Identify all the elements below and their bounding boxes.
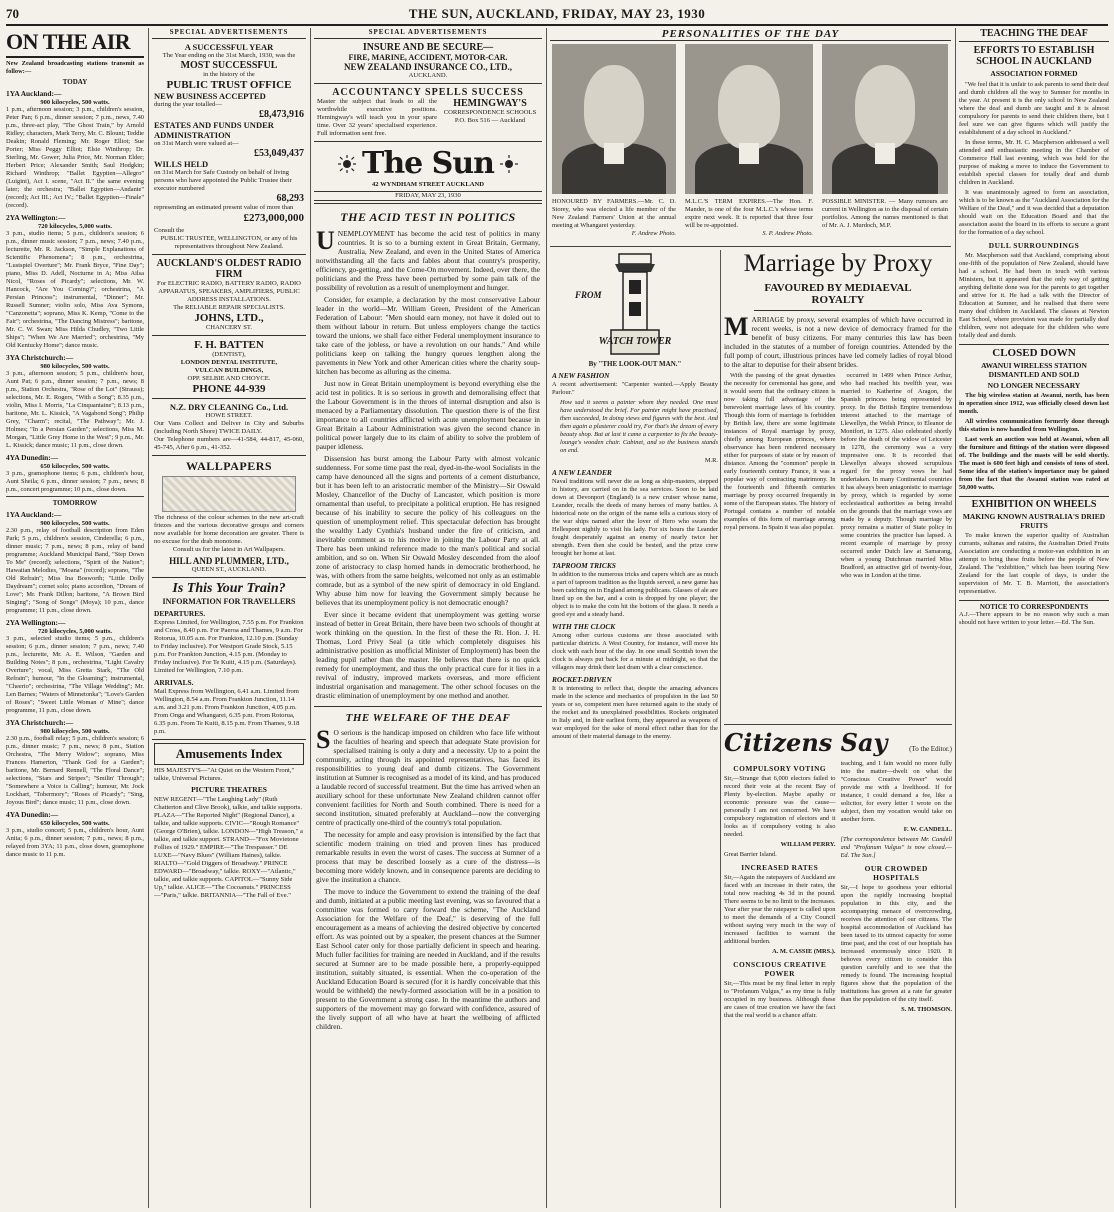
proxy-body-right: occurred in 1499 when Prince Arthur, who had reached his twelfth year, was married to Katherine of Aragon, the Spanish princess being represented by proxy. In the British Empire tremendous interest attached to the marriage of Llewellyn, the Welsh Prince, to Eleanor de Montfort, in 1275. Also celebrated shortly before the death of the widow of Leicester in 1278, the ceremony was a very impressive one. It is recorded that Llewellyn always showed scrupulous regard for the proxy vows he had undertaken. In many Continental countries it has always been antagonistic to marriage by proxy, which is regarded by some ecclesiastical authorities as being invalid on the grounds that the marriage vows are made by a deputy. Though marriage by proxy remains a matter of State policy in some countries the practice has lapsed. A recent example of marriage by proxy occurred under Dutch law at Samarang, when a young Dutchman married Miss Bradford, an attractive girl of twenty-four, who was in London at the time. — [840, 372, 952, 579]
letter-heading: CONSCIOUS CREATIVE POWER — [733, 960, 827, 978]
hemingways-name: HEMINGWAY'S — [453, 98, 527, 109]
insurance-line: FIRE, MARINE, ACCIDENT, MOTOR-CAR. — [348, 53, 508, 62]
station-programme: 3 p.m., selected studio items; 5 p.m., children's session; 6 p.m., dinner session; 7 p.m., news; 7.40 p.m., lecturette, Mr. A. E. Wilson, "Garden and Building Notes"; 8 p.m., orchestrina, "Light Cavalry Overture"; vocal, Miss Gretta Stark, "The Old Refrain"; humour, "In the Gloaming"; instrumental, "Cheerio"; orchestrina, "The Village Wedding"; Mr. Len Barnes; "Waters of Minnetonka"; "Love's Garden of Roses"; "Sweet Little Woman o' Mine"; dance programme, 11 p.m., close down. — [6, 635, 144, 714]
portrait-caption-mander — [685, 198, 813, 238]
dentist-address: LONDON DENTAL INSTITUTE, — [180, 359, 278, 366]
wallpapers-body: Consult us for the latest in Art Wallpapers. — [172, 546, 286, 553]
dry-cleaning-body: Our Vans Collect and Deliver in City and Suburbs (including North Shore) TWICE DAILY. — [154, 420, 304, 435]
wallpaper-pattern-illustration — [162, 476, 296, 512]
watch-tower-paragraph: It is interesting to reflect that, despite the amazing advances made in the science and mechanics of propulsion in the last 50 years or so, competent men have returned again to the study of the rocket and its unexplained possibilities. Rockets originated in Italy and, in their earliest form, they appeared as weapons of war employed for the sake of moral effect rather than for the amount of their material damage to the enemy. — [552, 685, 718, 740]
acid-test-dropcap: U — [316, 226, 335, 255]
station-frequency: 720 kilocycles, 5,000 watts. — [37, 223, 113, 230]
section-rule — [724, 724, 952, 725]
insurance-line: INSURE AND BE SECURE— — [362, 42, 494, 53]
closed-down-title: CLOSED DOWN — [992, 347, 1076, 359]
wallpapers-title: WALLPAPERS — [185, 459, 273, 473]
portrait-caption-storey — [552, 198, 676, 238]
tomorrow-heading: TOMORROW — [6, 496, 144, 507]
ptoa-line: WILLS HELD — [154, 159, 209, 169]
watch-tower-paragraph: In addition to the numerous tricks and capers which are as much a part of taproom tradition as the liquids served, a new game has been catching on in England among publicans. Glasses of ale are lined up on the bar, and a coin is dropped by one player; the object is to make the coin hit the bottom of the glass. It needs a good eye and a steady hand. — [552, 571, 718, 618]
station-heading: 3YA Christchurch:— — [6, 718, 74, 727]
sun-masthead-block — [314, 142, 542, 204]
closed-down-paragraph: Last week an auction was held at Awanui, when all the furniture and fittings of the station were disposed of. The buildings and the masts will be sold shortly. The mast is 600 feet high and consists of tons of steel. Some idea of the station's importance may be gained from the fact that the Awanui station was rated at 50,000 watts. — [959, 436, 1109, 491]
amusements-index-section — [152, 740, 306, 903]
teaching-deaf-paragraph: "We feel that it is unfair to ask parents to send their deaf and dumb children all the way to Sumner for months in the year. At present it is the only school in New Zealand where the deaf and dumb are taught and it is almost compulsory for parents to send their children there, but I feel sure we can give figures which will justify the establishment of a day school in Auckland." — [959, 81, 1109, 136]
arrivals-list: Mail Express from Wellington, 6.41 a.m. Limited from Wellington, 8.54 a.m. From Frankton Junction, 11.14 a.m. and 3.21 p.m. From Frankton Junction, 4.05 p.m. From Onga and Whangarei, 6.35 p.m. From Rotorua, 6.35 p.m. From Te Kuiti, 8.15 p.m. From Thames, 9.18 p.m. — [154, 688, 300, 735]
ptoa-amount: 68,293 — [276, 193, 304, 204]
today-heading: TODAY — [62, 78, 88, 86]
exhibition-paragraph: To make known the superior quality of Australian currants, sultanas and raisins, the Australian Dried Fruits Association are conducting a motor-van exhibition in an attempt to bring these fruits before the people of New Zealand. The "exhibition," which has been touring New Zealand for the last couple of days, is under the supervision of Mr. T. B. Marriott, the association's representative. — [959, 532, 1109, 595]
column-rule — [310, 28, 311, 1208]
watch-tower-verse: How sad it seems a painter whom they needed. One must have understood the brief. For painter might have practised, then succeeded, In doing views and figures with the best. And then again a plasterer could try, For that's the dream of every beauty shop. But at last it came a carpenter to fix the beauty-lounge's wooden chair. Cabinet, and so the business stands on end. — [560, 399, 718, 454]
station-frequency: 980 kilocycles, 500 watts. — [40, 728, 110, 735]
citizens-say-section — [724, 728, 952, 1208]
personalities-section — [550, 28, 951, 244]
welfare-deaf-paragraph: The move to induce the Government to extend the training of the deaf and dumb, initiated at a public meeting last evening, was so favoured that a committee was formed to carry forward the scheme, "The Auckland Association for the Welfare of the Deaf," is deserving of the full encouragement as a means of achieving the desired objective by concerted effort. As was pointed out by a speaker, the present chances at the Sumner East School cater only for those partially deficient in speech and hearing. Much fuller facilities for training are needed in Auckland, and if the results secured at Sumner are to be made possible here, a properly-equipped institution, suitably situated, is essential. When the co-operation of the Auckland Education Board is secured (for it is hardly conceivable that this would be withheld) the newly-formed association will be in a position to present to the Government a strong case. In the meantime the authors and supporters of the movement may go forward with confidence, assured of the lively support of all who have at heart the wellbeing of afflicted children. — [316, 887, 540, 1031]
exhibition-headline: MAKING KNOWN AUSTRALIA'S DRIED FRUITS — [962, 512, 1106, 530]
hemingways-title: ACCOUNTANCY SPELLS SUCCESS — [332, 87, 524, 98]
station-heading: 1YA Auckland:— — [6, 510, 62, 519]
departures-list: Express Limited, for Wellington, 7.55 p.m. For Frankton and Cross, 8.40 p.m. For Paeroa and Thames, 9 a.m. For Rotorua, 10.05 a.m. For Frankton, 12.10 p.m. (Sunday to Friday inclusive). For Westport Grade Stock, 5.15 p.m. For Frankton Junction, 4.15 p.m. (Monday to Friday inclusive). For Te Kuiti, 4.15 p.m. (Saturdays). Limited for Wellington, 7.10 p.m. — [154, 619, 304, 674]
column-rule — [720, 250, 721, 1208]
sun-date: FRIDAY, MAY 23, 1930 — [314, 191, 542, 201]
hemingways-advert — [314, 84, 542, 142]
sun-masthead-title: The Sun — [362, 146, 494, 181]
letter-signature: F. W. CANDELL. — [903, 826, 952, 833]
station-programme: 2.30 p.m., relay of football description from Eden Park; 5 p.m., children's session, Cinderella; 6 p.m., dinner music; 7 p.m., news; 8 p.m., relay of band programme; Auckland Municipal Band, "Step Down To Me" (record); selections, "Spirit of the Nation"; Hawaiian Melodies, "Moana" (record); soprano, "The Old Refrain"; Miss Ina Bosworth; "Little Dolly Daydream"; cornet solo; piano accordion, "Dream of Love"; Mr. Frank Dillon; baritone, "A Brown Bird Singing"; "Song of Songs" (Moya); 10 p.m., dance programme; 11 p.m., close down. — [6, 527, 144, 614]
acid-test-paragraph: NEMPLOYMENT has become the acid test of politics in many countries. It is so to a burning extent in Great Britain, Germany, Australia, New Zealand, and even in the United States of America notwithstanding all the facts and fables about that country's prosperity, efficiency, go-getting, and the Come-On movement. Indeed, over there, the politicians and the Press have been perturbed by some pain talk of the possibility of revolution as a result of unemployment and hunger. — [316, 229, 540, 292]
teaching-deaf-headline: EFFORTS TO ESTABLISH SCHOOL IN AUCKLAND — [973, 45, 1095, 67]
dry-cleaning-advert — [152, 399, 306, 456]
train-title: Is This Your Train? — [172, 581, 286, 596]
letter-heading: OUR CROWDED HOSPITALS — [864, 864, 928, 882]
dentist-address: VULCAN BUILDINGS, — [194, 367, 264, 374]
teaching-deaf-paragraph: In these terms, Mr. H. C. Macpherson addressed a well attended and enthusiastic meeting in the Chamber of Commerce Hall last evening, which was held for the purpose of making a move to induce the Government to establish special classes for totally deaf and dumb children in Auckland. — [959, 139, 1109, 186]
wallpapers-address: QUEEN ST., AUCKLAND. — [191, 566, 267, 573]
proxy-subtitle: FAVOURED BY MEDIAEVAL — [764, 282, 912, 294]
ptoa-heading: A SUCCESSFUL YEAR — [184, 42, 274, 52]
watch-tower-label: FROM — [575, 290, 602, 300]
station-heading: 4YA Dunedin:— — [6, 453, 59, 462]
photo-credit: S. P. Andrew Photo. — [762, 230, 813, 237]
teaching-deaf-title: TEACHING THE DEAF — [959, 28, 1109, 42]
ptoa-amount: £53,049,437 — [254, 148, 304, 159]
watch-tower-logo — [575, 250, 695, 358]
letter-body: teaching, and I fain would no more fully into the matter—dwelt on what the "Conscious Creative Power" would provide me with a livelihood. If for instance, I could demand a fee, like a solicitor, for every letter I wrote on the subject, then my vocation would take on another form. — [840, 760, 952, 823]
amusements-title: Amusements Index — [154, 743, 304, 765]
column-rule — [546, 28, 547, 1208]
column-rule — [955, 28, 956, 1208]
photo-credit: F. Andrew Photo. — [631, 230, 676, 237]
dentist-advert — [152, 336, 306, 399]
letter-address: Great Barrier Island. — [724, 851, 777, 858]
ptoa-line: MOST SUCCESSFUL — [180, 60, 278, 71]
proxy-title: Marriage by Proxy — [743, 250, 933, 277]
caption-text: M.L.C.'S TERM EXPIRES.—The Hon. F. Mander, is one of the four M.L.C.'s whose terms expire next week. It is reported that three four will be re-appointed. — [685, 198, 813, 229]
ptoa-line: PUBLIC TRUSTEE, WELLINGTON, or any of his representatives throughout New Zealand. — [160, 235, 298, 250]
station-frequency: 900 kilocycles, 500 watts. — [40, 99, 110, 106]
on-the-air-column — [6, 30, 144, 1208]
radio-firm-advert — [152, 255, 306, 336]
special-ads-label: SPECIAL ADVERTISEMENTS — [152, 28, 306, 39]
hemingways-subname: CORRESPONDENCE SCHOOLS — [443, 109, 537, 116]
personalities-title: PERSONALITIES OF THE DAY — [550, 28, 951, 41]
portrait-photo-murdoch — [822, 44, 948, 194]
teaching-deaf-paragraph: Mr. Macpherson said that Auckland, comprising about one-fifth of the population of New Zealand, should have had a school. He had been in touch with various Ministers, but it appeared that the only way of getting anything definite done was for the parents to get together and strive for it. He had a talk with the Director of Education at Sumner, and he realised that there were many deaf children in Auckland. The classes at Newton East School, where provision was made for partially deaf children, were not adequate for the children who were totally deaf and dumb. — [959, 252, 1109, 339]
sun-address: 42 WYNDHAM STREET AUCKLAND — [371, 181, 485, 188]
portrait-photo-mander — [685, 44, 813, 194]
station-programme: 1 p.m., afternoon session; 3 p.m., children's session, Peter Pan; 6 p.m., dinner session; 7 p.m., news, 7.40 p.m., three-act play, "The Ghost Train," by Arnold Ridley; characters, Mark Terry, Mr. C. Blount; Teddie Deakin; Ronald Fleming; Mr. Roger Elliot; Sue Porter; Miss Peggy Elliot; Elsie Winthrop; Dr. Sterling, Mr. Gower; Julia Price, Mr. Norman Elder; Herbert Price; Alexander Smith; Saul Hodgkin; Richard Winthrop; "Ballet Egyptien—Allegro" (Luigini), Act I. scene, "Act II." the same evening later; the orchestra; "Ballet Egyptien—Andante" (record); Act III.; Act IV.; "Ballet Egyptien—Finale" (record). — [6, 106, 144, 209]
hemingways-body: Master the subject that leads to all the worthwhile executive positions. Hemingway's will teach you in your spare time. Over 32 years' specialised experience. Full information sent free. — [317, 98, 437, 137]
ptoa-line: on 31st March were valued at— — [154, 140, 239, 147]
station-frequency: 650 kilocycles, 500 watts. — [40, 820, 110, 827]
ptoa-line: in the history of the — [203, 71, 255, 78]
closed-down-headline: AWANUI WIRELESS STATION DISMANTLED AND SOLD — [981, 361, 1087, 379]
ptoa-line: on 31st March for Safe Custody on behalf of living persons who have appointed the Public Trustee their executor numbered — [154, 169, 292, 192]
citizens-say-subtitle: (To the Editor.) — [909, 745, 952, 753]
acid-test-title: THE ACID TEST IN POLITICS — [340, 210, 516, 224]
train-info-section — [152, 578, 306, 740]
teaching-deaf-subhead: DULL SURROUNDINGS — [988, 241, 1080, 250]
insurance-advert — [314, 39, 542, 84]
proxy-lead: ARRIAGE by proxy, several examples of which have occurred in recent weeks, is not a new device of democracy framed for the benefit of busy citizens. For many centuries this law has been included in the statutes of a number of foreign countries. Attended by the full pomp of court, illustrious princes have led comely ladies of royal blood to the altar to deputise for their absent brides. — [724, 315, 952, 369]
exhibition-title: EXHIBITION ON WHEELS — [971, 499, 1097, 510]
newspaper-masthead: THE SUN, AUCKLAND, FRIDAY, MAY 23, 1930 — [408, 6, 706, 21]
watch-tower-paragraph: Naval traditions will never die as long as ship-masters, stepped in history, are carried on in the sea services. Soon to be laid down at Devonport (England) is a new cruiser whose name, Leander, recalls the deeds of many heroes of many battles. A historical note on the origin of the name tells a curious story of the war ships named after the lover of Hero who swam the Hellespont nightly to visit his lady. For six hours the Leander fought desperately against an enemy of nearly twice her strength. Even then she could be bested, and the prize crew brought her home at last. — [552, 478, 718, 557]
station-frequency: 900 kilocycles, 500 watts. — [40, 520, 110, 527]
ptoa-line: NEW BUSINESS ACCEPTED — [154, 91, 266, 101]
watch-tower-byline: By "THE LOOK-OUT MAN." — [588, 360, 682, 368]
dry-cleaning-address: HOWE STREET. — [205, 412, 253, 419]
station-heading: 2YA Wellington:— — [6, 618, 66, 627]
letter-body: Sir,—Again the ratepayers of Auckland are faced with an increase in their rates, the total now reaching 4s 3d in the pound. There seems to be no limit to the increases. Year after year the ratepayer is called upon to meet the demands of a City Council without saying very much in the way of increased facilities to warrant the additional burden. — [724, 874, 836, 945]
notice-heading: NOTICE TO CORRESPONDENTS — [979, 603, 1089, 611]
wallpapers-firm: HILL AND PLUMMER, LTD., — [169, 556, 289, 566]
station-frequency: 720 kilocycles, 5,000 watts. — [37, 628, 113, 635]
caption-text: HONOURED BY FARMERS.—Mr. C. D. Storey, who was elected a life member of the New Zealand Farmers' Union at the annual meeting at Whangarei yesterday. — [552, 198, 676, 229]
editorial-column — [314, 28, 542, 1208]
letter-signature: WILLIAM PERRY. — [780, 841, 836, 848]
watch-tower-paragraph: Among other curious customs are those associated with particular districts. A West Country, for instance, will move his clock with each hour of the day. In one small Scottish town the clock is always put back for a minute at midnight, so that the villagers may drink their last dram with a clear conscience. — [552, 632, 718, 671]
ptoa-amount: £273,000,000 — [243, 212, 304, 224]
station-heading: 2YA Wellington:— — [6, 213, 66, 222]
station-frequency: 650 kilocycles, 500 watts. — [40, 463, 110, 470]
insurance-company: NEW ZEALAND INSURANCE CO., LTD., — [343, 62, 513, 72]
station-programme: 3 p.m., afternoon session; 5 p.m., children's hour, Aunt Pat; 6 p.m., dinner session; 7 p.m., news; 8 p.m., Station Orchestra, "Rose of the Lot" (Strauss); selections, Mr. E. Rogers, "With a Song"; 8.35 p.m., violin, Miss I. Morris, "La Cinquantaine"; 8.13 p.m., baritone, Mr. L. Kissick, "A Vagabond Song"; Philip Grey, "Charm"; recital, "The Pathway"; Mr. J. Holmes; "In a Persian Garden"; selections, Miss M. Morgan, "Little Grey Home in the West"; 9 p.m., Mr. L. Kissick; dance music; 11 p.m., close down. — [6, 370, 144, 449]
letter-body: Sir,—This must be my final letter in reply to "Profanum Vulgus," as my time is fully occupied in my business. Although these are cases of true creation we have the fact that the real world is a chance affair. — [724, 980, 836, 1019]
section-rule — [550, 246, 951, 247]
letter-heading: INCREASED RATES — [741, 863, 819, 872]
portrait-photo-storey — [552, 44, 676, 194]
acid-test-editorial — [314, 204, 542, 706]
acid-test-paragraph: Consider, for example, a declaration by the most conservative Labour leader in the world—Mr. William Green, President of the American Federation of Labour: "Men should earn money, not have it doled out to them without labour in return. But unless employers change the tactics toward the unions, we shall face either Federal unemployment insurance to take care of the jobless, or have a revolution on our hands." And while politicians keep on talking the hungry queues lengthen along the pavements in New York and other American cities where the charity soup-kitchen has become as alluring as the cinema. — [316, 295, 540, 376]
radio-firm-title: AUCKLAND'S OLDEST RADIO FIRM — [156, 258, 302, 280]
closed-down-paragraph: All wireless communication formerly done through this station is now handled from Wellington. — [959, 418, 1109, 433]
dentist-sub: (DENTIST), — [212, 351, 246, 358]
watch-tower-paragraph: A recent advertisement: "Carpenter wanted.—Apply Beauty Parlour." — [552, 381, 718, 396]
letter-signature: S. M. THOMSON. — [901, 1006, 952, 1013]
watch-tower-column — [552, 250, 718, 1208]
watch-tower-subhead: A NEW FASHION — [552, 371, 610, 380]
welfare-deaf-paragraph: O serious is the handicap imposed on children who face life without the faculties of hearing and speech that adequate State provision for specialised training is only a duty and a necessity. Up to a point the community, acting through its appointed representatives, has faced its responsibilities to young deaf and dumb citizens. The Government institution at Sumner is recognised as a model of its kind, and has produced a laudable record of successful treatment. But the time has arrived when an auxiliary school for these unfortunate New Zealand children cannot offer convenient facilities for North and South combined. There is need for a second institution, situated preferably at Auckland—now the converging centre of practically one-third of the country's total population. — [316, 728, 540, 827]
portrait-caption-murdoch: POSSIBLE MINISTER. — Many rumours are current in Wellington as to the disposal of certain portfolios. Among the names mentioned is that of Mr. A. J. Murdoch, M.P. — [822, 198, 948, 229]
ptoa-line: ESTATES AND FUNDS UNDER ADMINISTRATION — [154, 120, 274, 140]
welfare-of-the-deaf-editorial — [314, 706, 542, 1036]
station-programme: 2.30 p.m., football relay; 5 p.m., children's session; 6 p.m., dinner music; 7 p.m., news; 8 p.m., Station Orchestra, "The Merry Widow"; soprano, Miss Frances Hamerton, "Thank God for a Garden"; baritone, Mr. Bernard Rennell, "The Floral Dance"; selections, "Stars and Stripes"; "Smilin' Through"; "Somewhere a Voice is Calling"; humour, Mr. Jock Lockhart, "Tobermory"; "Roses of Picardy"; "Sing, Joyous Bird"; dance music; 11 p.m., close down. — [6, 735, 144, 806]
special-advertisements-column — [152, 28, 306, 1208]
watch-tower-label: WATCH TOWER — [598, 336, 672, 347]
watch-tower-subhead: TAPROOM TRICKS — [552, 561, 616, 570]
page-number: 70 — [6, 6, 19, 21]
special-ads-label: SPECIAL ADVERTISEMENTS — [314, 28, 542, 39]
ptoa-line: representing an estimated present value of more than — [154, 204, 294, 211]
watch-tower-subhead: A NEW LEANDER — [552, 468, 612, 477]
picture-theatres-heading: PICTURE THEATRES — [191, 785, 267, 794]
acid-test-paragraph: Ever since it became evident that unemployment was getting worse instead of better in Great Britain, there have been two schools of thought at work thinking on the question. In the first of these the Rt. Hon. J. H. Thomas, Lord Privy Seal (a title which completely disguises his administrative position as unofficial Minister of Employment) has been the leading pupil rather than the master. He believes that there is no quick remedy for unemployment, and thus the only practical cure for it lies in a revival of industry, improved markets overseas, and more efficient industrial organisation and management. The other school focuses on the drastic elimination of unemployment by one method and another. — [316, 610, 540, 700]
sun-crest-icon — [338, 155, 356, 173]
arrivals-heading: ARRIVALS. — [154, 678, 194, 687]
closed-down-subhead: NO LONGER NECESSARY — [987, 381, 1081, 390]
public-trust-advert — [152, 39, 306, 255]
acid-test-paragraph: Just now in Great Britain unemployment is beyond everything else the acid test in politics. It is so serious in growth and demoralising effect that the Labour Government is in the throes of internal disruption and also is menaced by a Parliamentary dissolution. The question there is of the first importance to all countries afflicted with acute unemployment because in Great Britain a Labour Administration was given the second chance in political power largely due to its claim of ability to solve the problem of pauper idleness. — [316, 379, 540, 451]
dentist-name: F. H. BATTEN — [194, 339, 264, 351]
sun-crest-icon — [500, 155, 518, 173]
notice-body: A.J.—There appears to be no reason why such a man should not have written to your letter.—Ed. The Sun. — [959, 611, 1109, 626]
wallpapers-body: The richness of the colour schemes in the new art-craft friezes and the various decorative groups and corners now available for home decoration are greater. There is no excuse for the drab monotone. — [154, 514, 304, 545]
radio-firm-address: CHANCERY ST. — [205, 324, 253, 331]
dentist-phone: PHONE 44-939 — [192, 383, 266, 395]
marriage-by-proxy-article — [724, 250, 952, 720]
welfare-deaf-title: THE WELFARE OF THE DEAF — [345, 712, 511, 724]
station-heading: 1YA Auckland:— — [6, 89, 62, 98]
station-programme: 3 p.m., studio items; 5 p.m., children's session; 6 p.m., dinner music session; 7 p.m., news; 7.40 p.m., lecturette, Mr. R. Jackson, "Simple Explanations of Scientific Phenomena"; 8 p.m., orchestrina, "Lustspiel Overture"; Mr. Frank Bryce, "Fine Day"; piano, Miss D. Adell, Nocturne in A; Miss Ailsa Nicol, "Roses of Picardy"; selections, Mr. W. Hancock, "Are You Coming?"; orchestrina, "A Persian Princess"; instrumental, "Dinner"; Mr. Russell Sumner; violin solo, Miss Ava Symons, "Canzonetta"; soprano, Miss K. Kemp, "Come to the Fair"; orchestrina, "The Dancing Mistress"; baritone, Mr. C. W. Swan; Miss Hilda Chudley, "Two Little Ships"; "When We Are Married"; orchestrina, "My Old Kentucky Home"; dance music. — [6, 230, 144, 349]
amusements-list: NEW REGENT—"The Laughing Lady" (Ruth Chatterton and Clive Brook), talkie, and talkie supports. PLAZA—"The Reported Night" (Regional Dance), a talkie, and talkie supports. CIVIC—"Rough Romance" (George O'Brien), talkie. LONDON—"High Treason," a talkie, and talkie support. STRAND—"Fox Movietone Follies of 1929." EMPIRE—"The Trespasser." DE LUXE—"Navy Blues" (William Haines), talkie. RIALTO—"Gold Diggers of Broadway." PRINCE EDWARD—"Broadway," talkie. ROXY—"Atlantic," talkie, and talkie supports. CAPITOL—"Sunny Side Up," talkie. ALICE—"The Cocoanuts." PRINCESS—"Paris," talkie. BRITANNIA—"The Fall of Eve." — [154, 796, 303, 899]
radio-firm-tagline: The RELIABLE REPAIR SPECIALISTS. — [173, 304, 285, 311]
dry-cleaning-phones: Our Telephone numbers are—41-584, 44-817, 45-060, 45-745, After 6 p.m., 41-352. — [154, 436, 304, 451]
welfare-deaf-paragraph: The necessity for ample and easy provision is intensified by the fact that scientific modern training on tried and proven lines has produced remarkable results in even the worst of cases. The success at Sumner of a process that may be described loosely as a cure of the distress—is becoming more widely known, and in consequence parents are deciding to give the institution a chance. — [316, 830, 540, 884]
dry-cleaning-name: N.Z. DRY CLEANING Co., Ltd. — [169, 402, 289, 412]
proxy-subtitle: ROYALTY — [811, 294, 865, 306]
amusements-entry: HIS MAJESTY'S—"At Quiet on the Western Front," talkie, Universal Pictures. — [154, 767, 295, 782]
station-programme: 3 p.m., gramophone items; 6 p.m., children's hour, Aunt Sheila; 6 p.m., dinner session; 7 p.m., news; 8 p.m., concert programme; 10 p.m., close down. — [6, 470, 144, 493]
on-the-air-title: ON THE AIR — [6, 30, 131, 54]
station-programme: 3 p.m., studio concert; 5 p.m., children's hour, Aunt Anita; 6 p.m., dinner session; 7 p.m., news; 8 p.m., relayed from 3YA; 11 p.m., close down, gramophone dance music to 11 p.m. — [6, 827, 144, 858]
letter-body: Sir,—I hope to goodness your editorial upon the rapidly increasing hospital population in this city, and the accompanying menace of overcrowding, receives the attention of our citizens. The hospital accommodation of Auckland has been taxed to its utmost capacity for some time past, and the cost of our hospitals has increased enormously since 1920. It behoves every citizen to consider this question carefully and to see that the remedy is found. The increasing hospital figures show that the population of the institutions has grown at a rate far greater than the population of the city itself. — [840, 884, 952, 1003]
proxy-body-left: With the passing of the great dynasties the necessity for ceremonial has gone, and it would seem that the ordinary citizen is now taking full advantage of the benevolent marriage laws of his country. Though this form of marriage is forbidden by British law, there are some legitimate instances of Royal marriage by proxy, chiefly among European princes, where observance has been rendered necessary either for purposes of state or by reason of distance. Among the "common" people in early fourteenth century France, it was a popular way of contracting matrimony. In the fourteenth and fifteenth centuries marriage by proxy occurred frequently in some of the European states. The history of Portugal contains a number of notable examples of this form of marriage among royal persons. In Spain it was also popular. — [724, 372, 836, 531]
radio-firm-name: JOHNS, LTD., — [194, 312, 264, 324]
on-the-air-intro: New Zealand broadcasting stations transmit as follow:— — [6, 60, 144, 75]
teaching-deaf-column — [959, 28, 1109, 1208]
acid-test-paragraph: Dissension has burst among the Labour Party with almost volcanic suddenness. For some time past the real, dyed-in-the-wool Socialists in the camp have denounced all the signs and portents of a cement disturbance, but it has been left to an aristocratic member of the Ministry—Sir Oswald Mosley, Chancellor of the Duchy of Lancaster, which position is more ornamental than useful, to precipitate a political eruption. He has resigned because of his inability to secure the policy of his colleagues on the question of unemployment relief. This spectacular defection has brought the wealthy Lady Cynthia's husband under the fire of criticism, and inevitable comment as to his motive in joining the Labour Party at all. There has been unkind reference made to the man's political and social ambition, and so on. When Sir Oswald Mosley descended from the aloof zone of aristocracy to clasp horned hands in democratic brotherhood, he was, with others from the same heights, welcomed not only as an estimable comrade, but as a symbol of the new spirit of democracy in old England. Why abuse him now for leaving the Government simply because he believes that its unemployment policy is not democratic enough? — [316, 454, 540, 607]
teaching-deaf-subhead: ASSOCIATION FORMED — [990, 69, 1078, 78]
ptoa-line: during the year totalled— — [154, 101, 222, 108]
column-rule — [148, 28, 149, 1208]
wallpapers-advert — [152, 456, 306, 578]
ptoa-line: The Year ending on the 31st March, 1930, was the — [162, 52, 296, 59]
citizens-say-title: Citizens Say — [724, 728, 888, 757]
hemingways-box: P.O. Box 516 — Auckland — [454, 117, 526, 124]
welfare-deaf-dropcap: S — [316, 725, 331, 754]
ptoa-office-name: PUBLIC TRUST OFFICE — [166, 79, 292, 91]
train-subtitle: INFORMATION FOR TRAVELLERS — [162, 597, 296, 606]
teaching-deaf-paragraph: It was unanimously agreed to form an association, which is to be known as the "Auckland Association for the Welfare of the Deaf," and it was decided that a deputation should wait on the Education Board and that the association assist the board in its efforts to secure a grant for the formation of a day school. — [959, 189, 1109, 236]
watch-tower-signature: M.R. — [704, 457, 718, 464]
closed-down-paragraph: The big wireless station at Awanui, north, has been in operation since 1912, was officially closed down last month. — [959, 392, 1109, 415]
editor-note: [The correspondence between Mr. Candell and "Profanum Vulgus" is now closed.—Ed. The Sun.] — [840, 836, 952, 859]
station-frequency: 980 kilocycles, 500 watts. — [40, 363, 110, 370]
station-heading: 3YA Christchurch:— — [6, 353, 74, 362]
page-header — [6, 6, 1108, 26]
ptoa-line: Consult the — [154, 227, 185, 234]
proxy-dropcap: M — [724, 312, 749, 341]
station-heading: 4YA Dunedin:— — [6, 810, 59, 819]
watch-tower-subhead: WITH THE CLOCK — [552, 622, 616, 631]
insurance-line: AUCKLAND. — [408, 72, 448, 79]
dentist-address: OPP. SELBIE AND CHOYCE. — [187, 375, 271, 382]
letter-body: Sir,—Strange that 6,000 electors failed to record their vote at the recent Bay of Plenty by-election. Maybe apathy or economic pressure was the cause—personally I am not concerned. We have compulsory registration of electors and it looks as if compulsory voting is also needed. — [724, 775, 836, 838]
departures-heading: DEPARTURES. — [154, 609, 206, 618]
radio-firm-list: For ELECTRIC RADIO, BATTERY RADIO, RADIO APPARATUS, SPEAKERS, AMPLIFIERS, PUBLIC ADDRESS INSTALLATIONS. — [157, 280, 301, 303]
letter-signature: A. M. CASSIE (MRS.). — [772, 948, 836, 955]
watch-tower-subhead: ROCKET-DRIVEN — [552, 675, 612, 684]
letter-heading: COMPULSORY VOTING — [733, 764, 827, 773]
ptoa-amount: £8,473,916 — [259, 109, 304, 120]
